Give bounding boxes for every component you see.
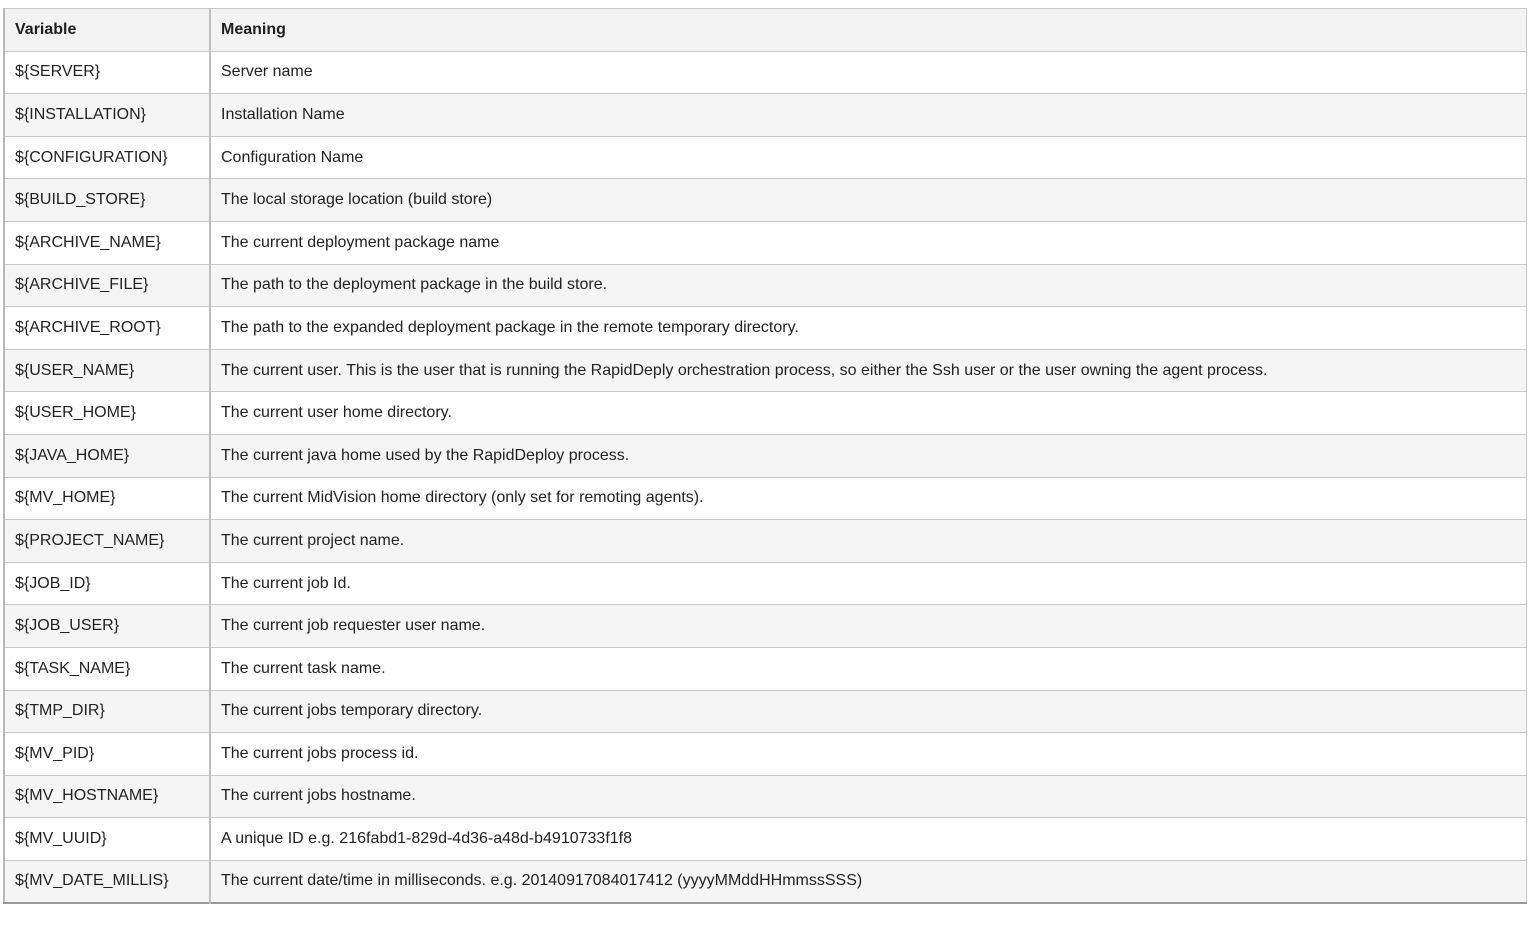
variable-cell: ${USER_HOME} [4,392,210,435]
table-row [4,690,1526,733]
column-header-variable: Variable [4,9,210,52]
meaning-cell: The current date/time in milliseconds. e.g. 20140917084017412 (yyyyMMddHHmmssSSS) [210,860,1526,903]
meaning-cell: The current MidVision home directory (only set for remoting agents). [210,477,1526,520]
table-row [4,94,1526,137]
variable-cell: ${PROJECT_NAME} [4,520,210,563]
variable-cell: ${JOB_ID} [4,562,210,605]
meaning-cell: The local storage location (build store) [210,179,1526,222]
meaning-cell: The current jobs hostname. [210,775,1526,818]
meaning-cell: Configuration Name [210,136,1526,179]
table-row [4,51,1526,94]
variable-cell: ${INSTALLATION} [4,94,210,137]
table-row [4,605,1526,648]
meaning-cell: The current project name. [210,520,1526,563]
variable-cell: ${JAVA_HOME} [4,434,210,477]
variable-cell: ${MV_DATE_MILLIS} [4,860,210,903]
meaning-cell: The path to the deployment package in the build store. [210,264,1526,307]
meaning-cell: The current user. This is the user that is running the RapidDeply orchestration process, so either the Ssh user or the user owning the agent process. [210,349,1526,392]
meaning-cell: Installation Name [210,94,1526,137]
table-row [4,179,1526,222]
meaning-cell: The path to the expanded deployment package in the remote temporary directory. [210,307,1526,350]
table-row [4,434,1526,477]
table-row [4,392,1526,435]
variable-cell: ${MV_HOSTNAME} [4,775,210,818]
table-row [4,818,1526,861]
variables-table [3,8,1527,904]
meaning-cell: The current job requester user name. [210,605,1526,648]
meaning-cell: The current deployment package name [210,221,1526,264]
variable-cell: ${USER_NAME} [4,349,210,392]
variable-cell: ${MV_HOME} [4,477,210,520]
variable-cell: ${BUILD_STORE} [4,179,210,222]
table-row [4,520,1526,563]
variable-cell: ${TASK_NAME} [4,647,210,690]
variable-cell: ${ARCHIVE_NAME} [4,221,210,264]
table-row [4,860,1526,903]
table-row [4,221,1526,264]
variable-cell: ${ARCHIVE_FILE} [4,264,210,307]
meaning-cell: The current user home directory. [210,392,1526,435]
variable-cell: ${SERVER} [4,51,210,94]
meaning-cell: The current job Id. [210,562,1526,605]
table-row [4,733,1526,776]
table-row [4,264,1526,307]
variable-cell: ${CONFIGURATION} [4,136,210,179]
meaning-cell: Server name [210,51,1526,94]
table-row [4,562,1526,605]
variable-cell: ${ARCHIVE_ROOT} [4,307,210,350]
table-row [4,349,1526,392]
variable-cell: ${MV_UUID} [4,818,210,861]
table-row [4,647,1526,690]
table-row [4,775,1526,818]
table-row [4,136,1526,179]
meaning-cell: The current jobs temporary directory. [210,690,1526,733]
table-row [4,477,1526,520]
variable-cell: ${MV_PID} [4,733,210,776]
variable-cell: ${JOB_USER} [4,605,210,648]
table-row [4,307,1526,350]
variables-table-container [3,8,1525,904]
table-header-row [4,9,1526,52]
meaning-cell: The current jobs process id. [210,733,1526,776]
meaning-cell: The current task name. [210,647,1526,690]
variable-cell: ${TMP_DIR} [4,690,210,733]
meaning-cell: The current java home used by the RapidDeploy process. [210,434,1526,477]
column-header-meaning: Meaning [210,9,1526,52]
meaning-cell: A unique ID e.g. 216fabd1-829d-4d36-a48d-b4910733f1f8 [210,818,1526,861]
